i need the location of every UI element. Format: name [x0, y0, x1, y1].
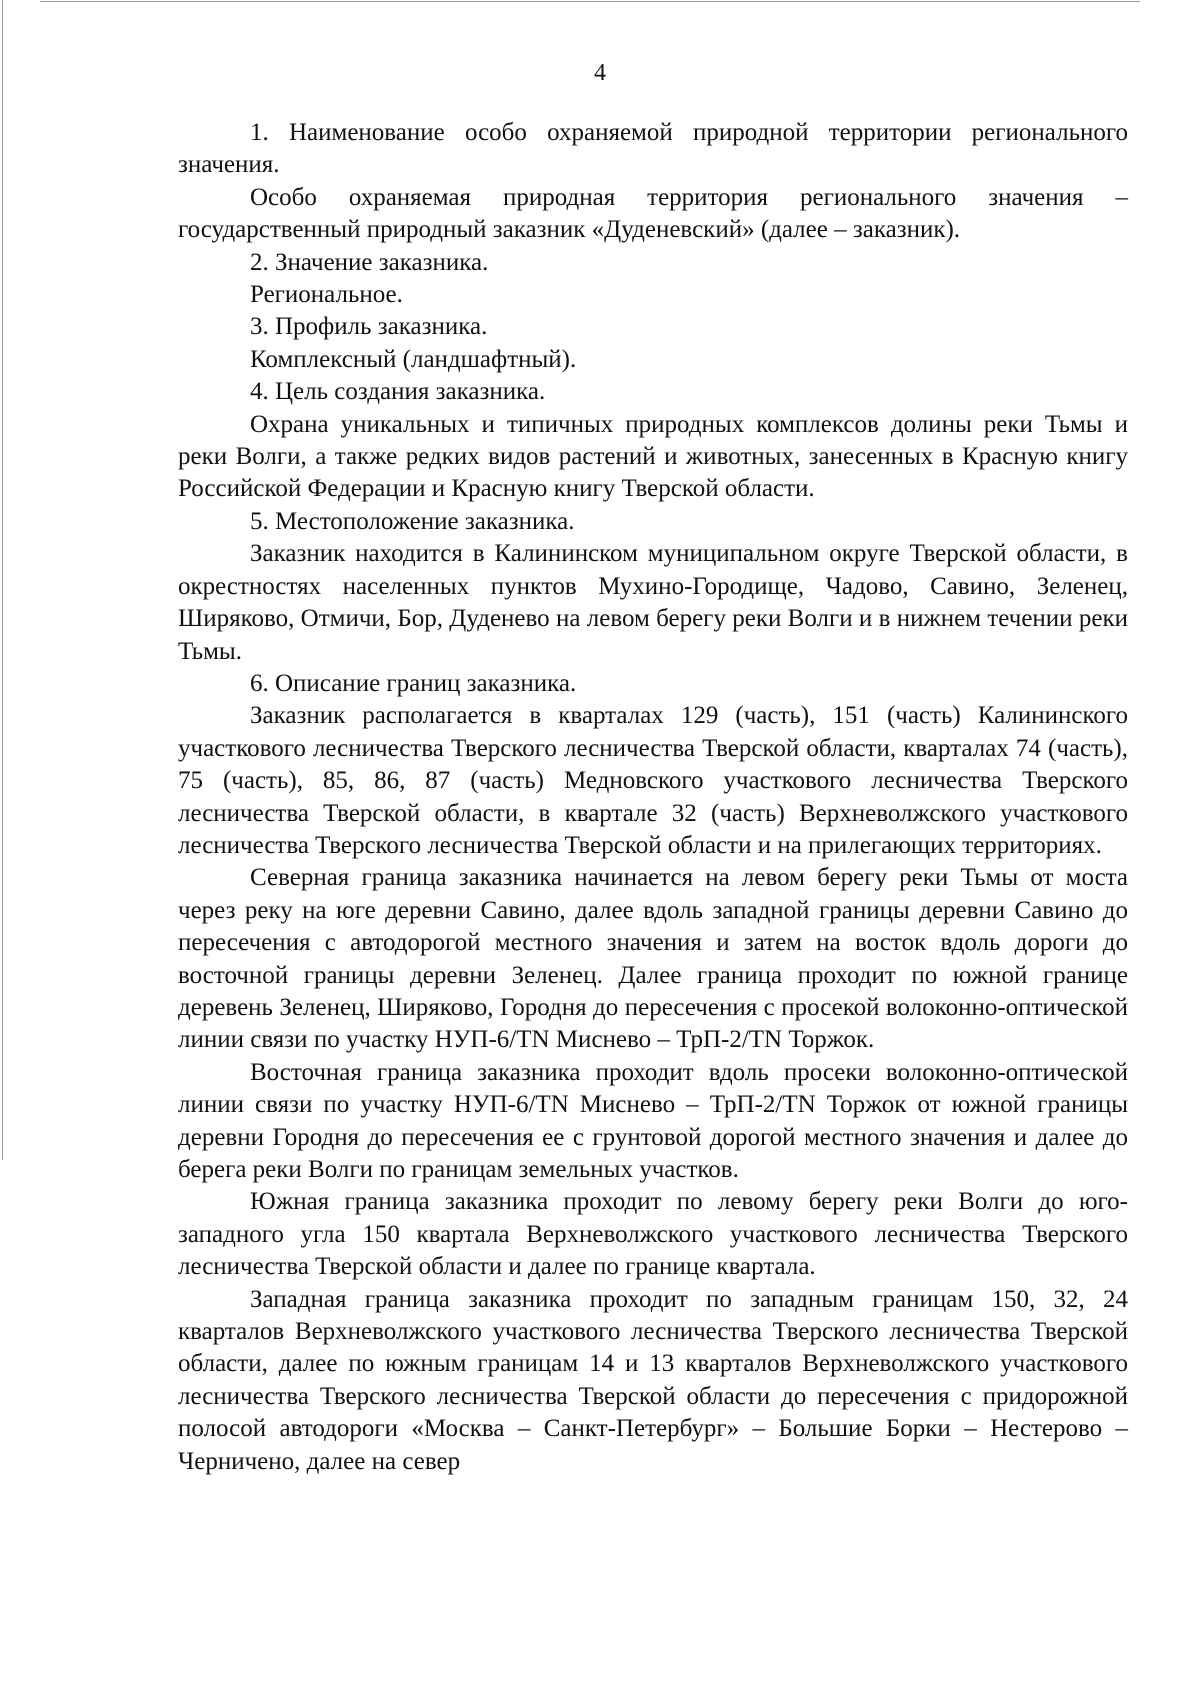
paragraph-north-boundary: Северная граница заказника начинается на левом берегу реки Тьмы от моста через реку на юге деревни Савино, далее вдоль западной границы деревни Савино до пересечения с автодорогой местного значения и затем на восток вдоль дороги до восточной границы деревни Зеленец. Далее граница проходит по южной границе деревень Зеленец, Ширяково, Городня до пересечения с просекой волоконно-оптической линии связи по участку НУП-6/TN Миснево – ТрП-2/TN Торжок. — [178, 864, 1128, 1054]
paragraph-east-boundary: Восточная граница заказника проходит вдоль просеки волоконно-оптической линии связи по участку НУП-6/TN Миснево – ТрП-2/TN Торжок от южной границы деревни Городня до пересечения ее с грунтовой дорогой местного значения и далее до берега реки Волги по границам земельных участков. — [178, 1058, 1128, 1183]
paragraph-west-boundary: Западная граница заказника проходит по западным границам 150, 32, 24 кварталов Верхневолжского участкового лесничества Тверского лесничества Тверской области, далее по южным границам 14 и 13 кварталов Верхневолжского участкового лесничества Тверского лесничества Тверской области до пересечения с придорожной полосой автодороги «Москва – Санкт-Петербург» – Большие Борки – Нестерово – Черничено, далее на север — [178, 1285, 1128, 1475]
paragraph-section-1-heading: 1. Наименование особо охраняемой природной территории регионального значения. — [178, 119, 1128, 179]
page-number: 4 — [594, 60, 606, 86]
scan-edge-left — [2, 0, 3, 1160]
paragraph-section-5-heading: 5. Местоположение заказника. — [250, 507, 575, 535]
paragraph-section-6-text: Заказник располагается в кварталах 129 (часть), 151 (часть) Калининского участкового лесничества Тверского лесничества Тверской области, кварталах 74 (часть), 75 (часть), 85, 86, 87 (часть) Медновского участкового лесничества Тверского лесничества Тверской области, в квартале 32 (часть) Верхневолжского участкового лесничества Тверского лесничества Тверской области и на прилегающих территориях. — [178, 702, 1128, 859]
paragraph-section-3-heading: 3. Профиль заказника. — [250, 313, 488, 341]
scan-edge-top — [40, 1, 1140, 2]
paragraph-section-2-text: Региональное. — [250, 281, 403, 309]
paragraph-section-5-text: Заказник находится в Калининском муниципальном округе Тверской области, в окрестностях населенных пунктов Мухино-Городище, Чадово, Савино, Зеленец, Ширяково, Отмичи, Бор, Дуденево на левом берегу реки Волги и в нижнем течении реки Тьмы. — [178, 540, 1128, 665]
document-body — [178, 117, 1128, 1478]
paragraph-section-3-text: Комплексный (ландшафтный). — [250, 345, 577, 373]
paragraph-section-1-text: Особо охраняемая природная территория регионального значения – государственный природный заказник «Дуденевский» (далее – заказник). — [178, 183, 1128, 244]
paragraph-section-4-text: Охрана уникальных и типичных природных комплексов долины реки Тьмы и реки Волги, а также редких видов растений и животных, занесенных в Красную книгу Российской Федерации и Красную книгу Тверской области. — [178, 410, 1128, 503]
paragraph-section-6-heading: 6. Описание границ заказника. — [250, 669, 577, 697]
paragraph-section-4-heading: 4. Цель создания заказника. — [250, 378, 546, 406]
paragraph-south-boundary: Южная граница заказника проходит по левому берегу реки Волги до юго-западного угла 150 квартала Верхневолжского участкового лесничества Тверского лесничества Тверской области и далее по границе квартала. — [178, 1188, 1128, 1281]
paragraph-section-2-heading: 2. Значение заказника. — [250, 248, 489, 276]
